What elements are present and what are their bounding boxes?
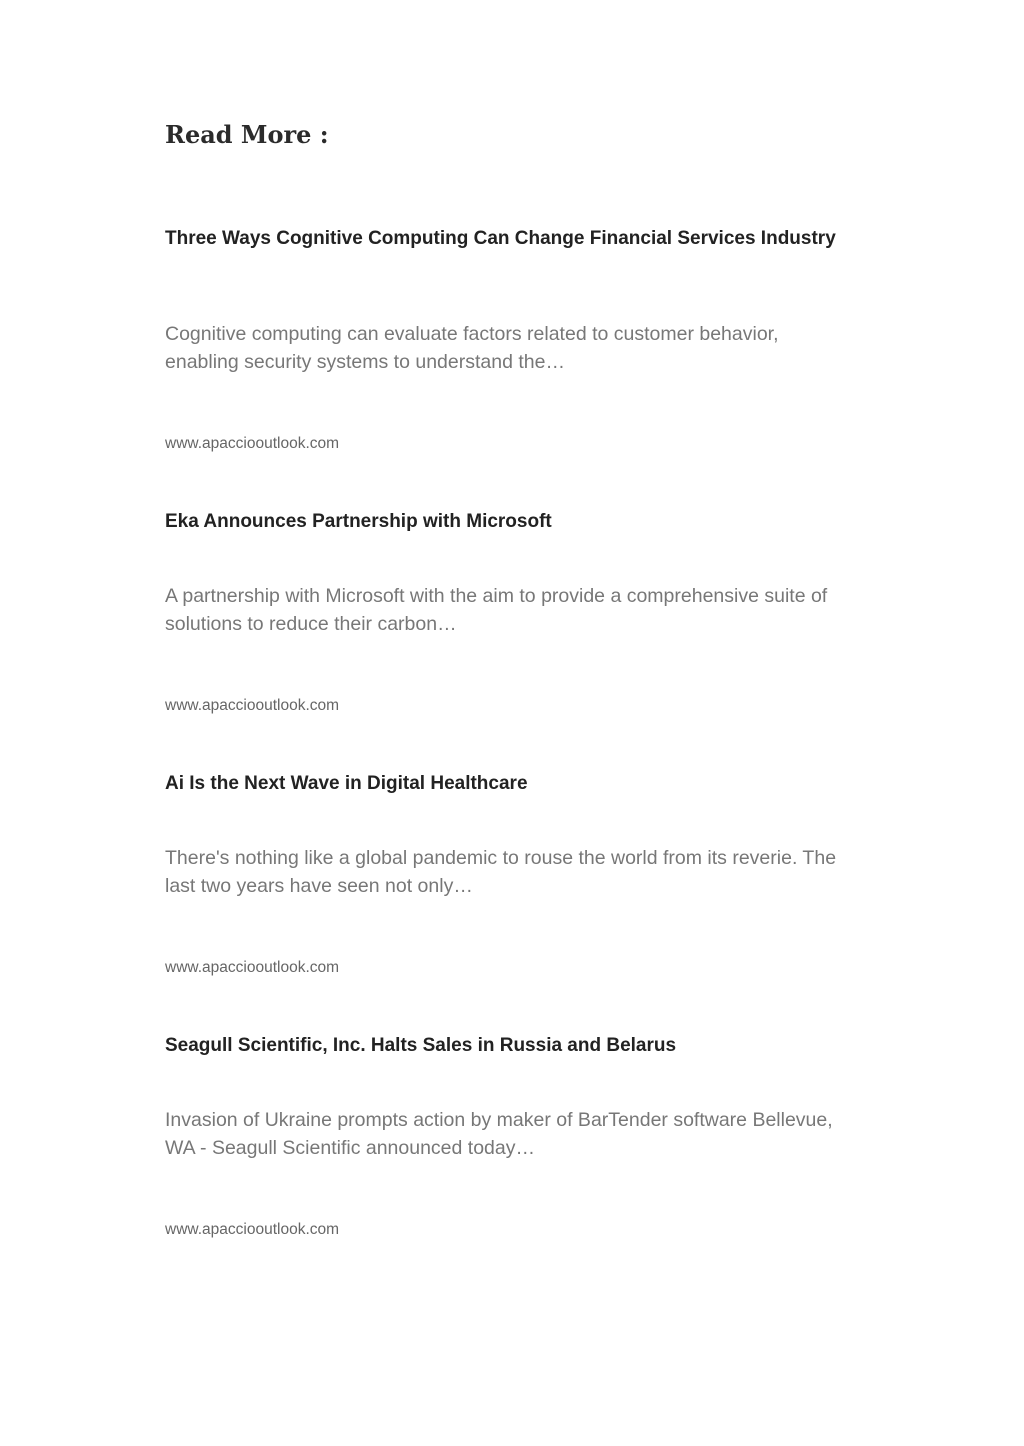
article-title[interactable]: Eka Announces Partnership with Microsoft [165, 511, 552, 532]
article-description: Invasion of Ukraine prompts action by maker of BarTender software Bellevue, WA - Seagull Scientific announced today… [165, 1109, 833, 1159]
article-source-link[interactable]: www.apacciooutlook.com [165, 959, 340, 976]
article-title[interactable]: Ai Is the Next Wave in Digital Healthcare [165, 773, 528, 794]
article-card[interactable] [165, 1035, 855, 1238]
article-card[interactable] [165, 773, 855, 976]
article-description: Cognitive computing can evaluate factors related to customer behavior, enabling security systems to understand the… [165, 323, 779, 373]
section-heading: Read More : [165, 120, 329, 149]
article-card[interactable] [165, 228, 855, 452]
article-title[interactable]: Seagull Scientific, Inc. Halts Sales in Russia and Belarus [165, 1035, 677, 1056]
article-card[interactable] [165, 511, 855, 714]
article-source-link[interactable]: www.apacciooutlook.com [165, 1221, 340, 1238]
article-description: A partnership with Microsoft with the aim to provide a comprehensive suite of solutions to reduce their carbon… [165, 585, 828, 635]
article-source-link[interactable]: www.apacciooutlook.com [165, 435, 340, 452]
article-description: There's nothing like a global pandemic to rouse the world from its reverie. The last two years have seen not only… [165, 847, 837, 897]
article-title[interactable]: Three Ways Cognitive Computing Can Change Financial Services Industry [165, 228, 836, 249]
article-source-link[interactable]: www.apacciooutlook.com [165, 697, 340, 714]
